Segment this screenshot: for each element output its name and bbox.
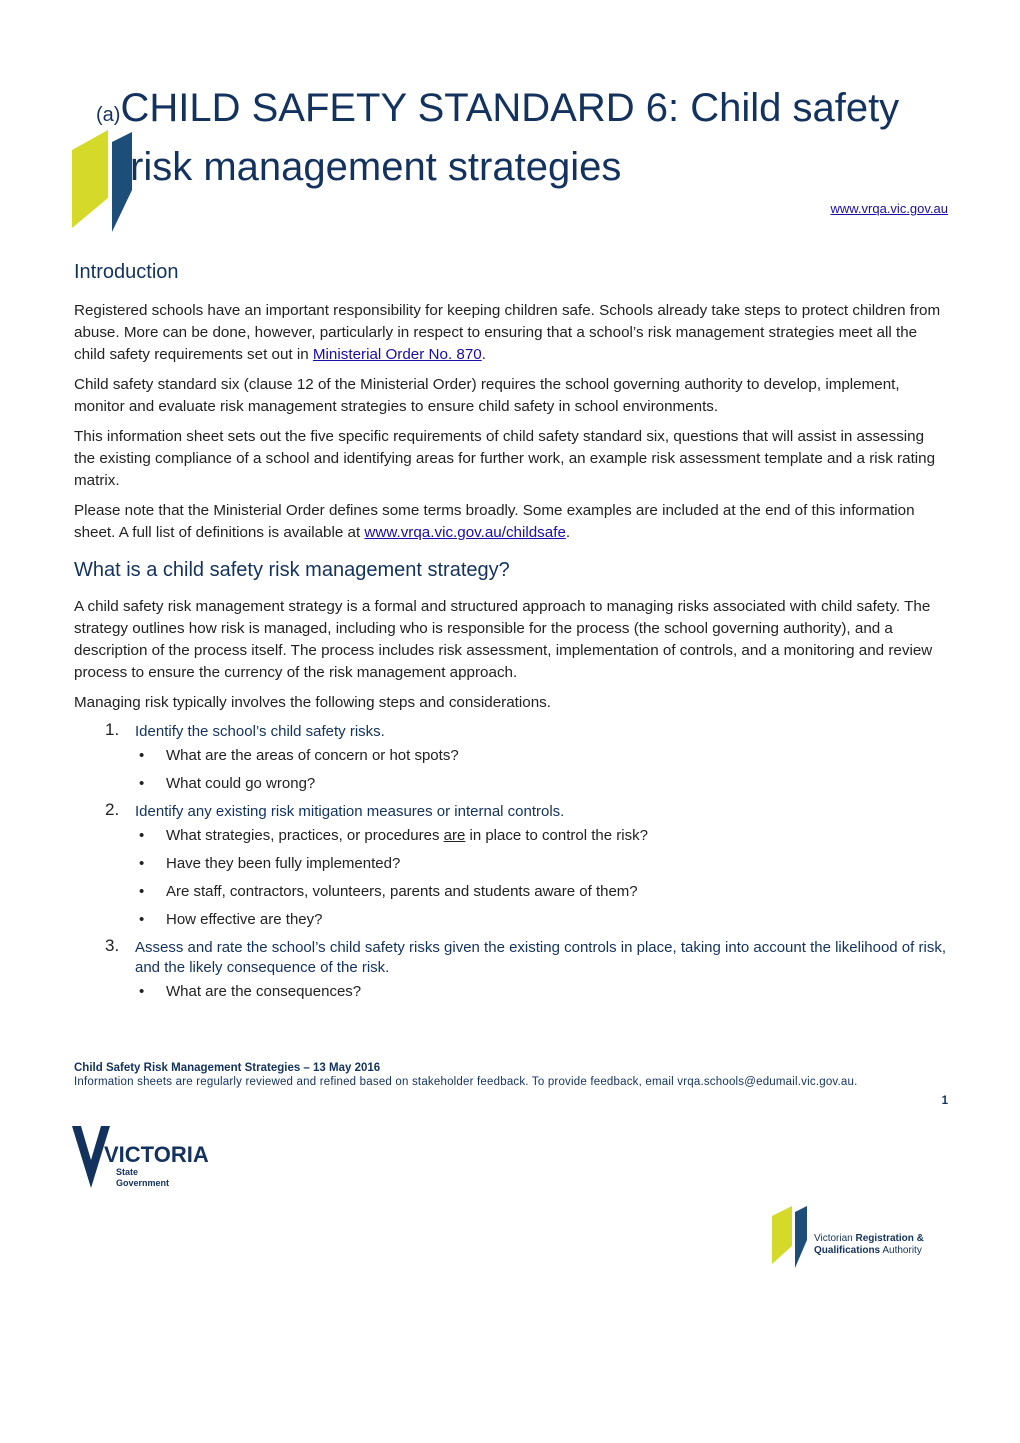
introduction-heading: Introduction [74,261,179,283]
step-text: Assess and rate the school’s child safety risks given the existing controls in place, taking into account the likelihood of risk, and the likely consequence of the risk. [135,939,946,976]
bullet-text: Have they been fully implemented? [166,855,401,872]
bullet-icon: • [139,827,145,844]
vrqa-word-victorian: Victorian [814,1233,856,1244]
vrqa-word-authority: Authority [880,1245,922,1256]
intro-p1-end: . [481,346,486,363]
what-is-heading: What is a child safety risk management strategy? [74,559,510,581]
step-bullets [135,746,948,794]
what-paragraph-2: Managing risk typically involves the following steps and considerations. [74,694,551,711]
intro-p1-text: Registered schools have an important responsibility for keeping children safe. Schools already take steps to protect children from abuse. More can be done, however, particularly in respect to ensuring that a school’s risk management strategies meet all the child safety requirements set out in [74,302,941,363]
step-number: 3. [105,936,120,955]
vrqa-wordmark [814,1233,924,1257]
step-item [74,802,948,930]
bullet-text: What are the consequences? [166,983,362,1000]
what-paragraph-1: A child safety risk management strategy is a formal and structured approach to managing risks associated with child safety. The strategy outlines how risk is managed, including who is responsible for the process (the school governing authority), and a description of the process itself. The process includes risk assessment, implementation of controls, and a monitoring and review process to ensure the currency of the risk management approach. [74,598,933,681]
bullet-icon: • [139,883,145,900]
bullet-icon: • [139,983,145,1000]
footer-note: Information sheets are regularly reviewed and refined based on stakeholder feedback. To provide feedback, email vrqa.schools@edumail.vic.gov.au. [74,1076,858,1088]
step-text: Identify any existing risk mitigation measures or internal controls. [135,803,565,820]
bullet-item [135,982,948,1002]
vic-subline-2: Government [116,1178,170,1188]
page-title [96,82,976,193]
bullet-icon: • [139,855,145,872]
vrqa-word-qualifications: Qualifications [814,1245,881,1256]
title-line-2: risk management strategies [130,145,622,189]
intro-paragraph-2: Child safety standard six (clause 12 of the Ministerial Order) requires the school governing authority to develop, implement, monitor and evaluate risk management strategies to ensure child safety in school environments. [74,376,900,415]
bullet-text: What could go wrong? [166,775,316,792]
bullet-item [135,774,948,794]
bullet-item [135,826,948,846]
ministerial-order-link[interactable]: Ministerial Order No. 870 [312,346,482,363]
bullet-item [135,882,948,902]
document-body [74,258,948,1010]
title-line-1: CHILD SAFETY STANDARD 6: Child safety [120,86,900,130]
page-number: 1 [941,1095,948,1107]
step-number: 1. [105,720,120,739]
bullet-icon: • [139,747,145,764]
victoria-government-logo-icon [72,1126,209,1192]
step-bullets [135,826,948,930]
steps-list [74,722,948,1002]
bullet-item [135,746,948,766]
vic-wordmark: VICTORIA [104,1142,209,1167]
bullet-text: Are staff, contractors, volunteers, parents and students aware of them? [166,883,638,900]
step-text: Identify the school’s child safety risks. [135,723,385,740]
childsafe-link[interactable]: www.vrqa.vic.gov.au/childsafe [364,524,566,541]
bullet-text: How effective are they? [166,911,323,928]
bullet-item [135,910,948,930]
footer-title: Child Safety Risk Management Strategies – 13 May 2016 [74,1062,381,1074]
bullet-icon: • [139,911,145,928]
heading-marker: (a) [96,104,121,126]
vrqa-word-registration: Registration & [855,1233,924,1244]
bullet-icon: • [139,775,145,792]
intro-paragraph-3: This information sheet sets out the five specific requirements of child safety standard six, questions that will assist in assessing the existing compliance of a school and identifying areas for further work, an example risk assessment template and a risk rating matrix. [74,428,936,489]
site-link[interactable]: www.vrqa.vic.gov.au [830,201,948,216]
page-footer [74,1061,948,1107]
step-item [74,722,948,794]
vic-subline-1: State [116,1167,139,1177]
bullet-text: What strategies, practices, or procedures [166,827,444,844]
step-item [74,938,948,1002]
bullet-text: What are the areas of concern or hot spots? [166,747,459,764]
bullet-underlined-word: are [443,827,466,844]
intro-p4-text: Please note that the Ministerial Order defines some terms broadly. Some examples are included at the end of this information sheet. A full list of definitions is available at [74,502,915,541]
bullet-text-end: in place to control the risk? [465,827,648,844]
bullet-item [135,854,948,874]
step-bullets [135,982,948,1002]
intro-paragraph-1 [74,300,948,366]
intro-paragraph-4 [74,500,948,544]
step-number: 2. [105,800,120,819]
intro-p4-end: . [565,524,571,541]
